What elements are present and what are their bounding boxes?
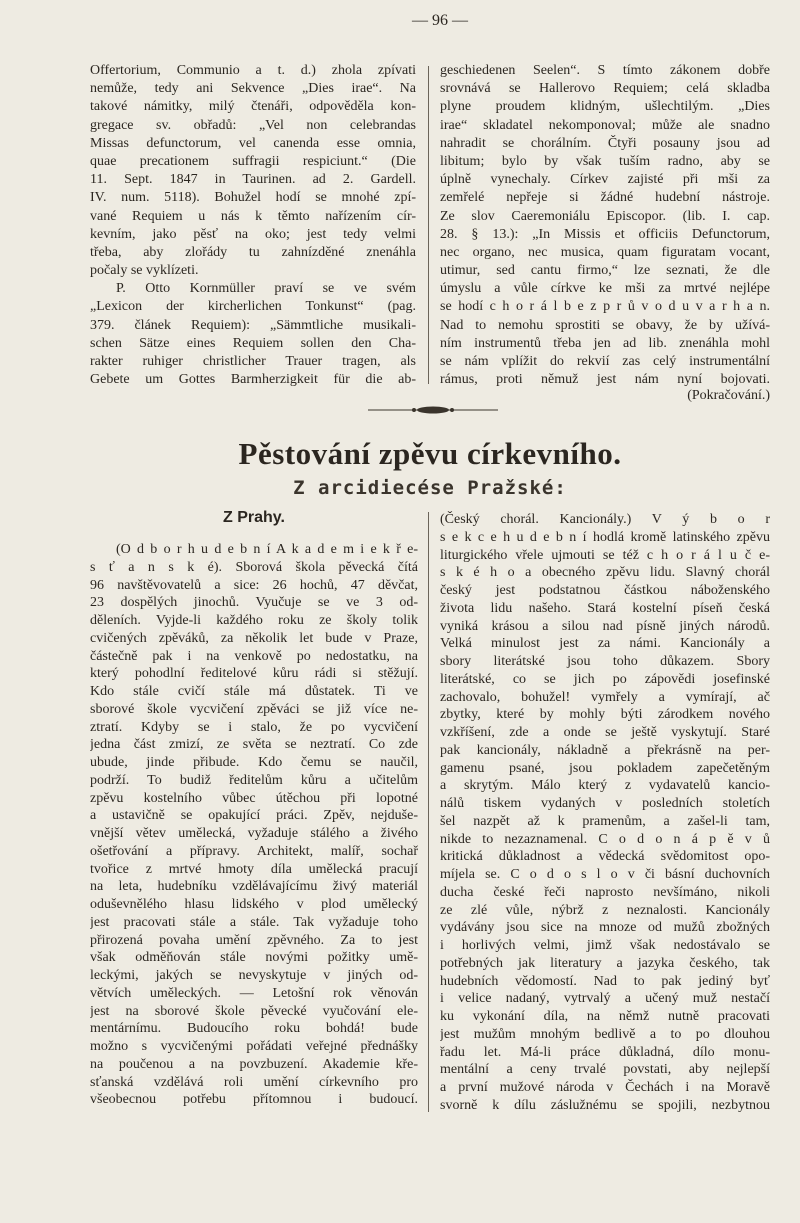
text-line: i horlivých velmi, jimž však nedostávalo se <box>440 938 770 953</box>
text-line: mentárnímu. Budoucího roku bohdá! bude <box>90 1021 418 1037</box>
text-line: s ť a n s k é). Sborová škola pěvecká čítá <box>90 559 418 575</box>
text-line: kevním, jako pěsť na oko; jest tedy velmi <box>90 226 416 242</box>
text-line: zpěvu kostelního vůbec útěchou při lopotné <box>90 790 418 806</box>
text-line: Gebete um Gottes Barmherzigkeit für die ab- <box>90 372 416 388</box>
text-line: nálů tiskem vydaných v posledních stoletích <box>440 796 770 811</box>
text-line: vydávány jsou sice na mnoze od mužů zbožných <box>440 920 770 936</box>
text-line: všeobecnou potřebu přítomnou i budoucí. <box>90 1092 418 1108</box>
text-line: vané Requiem u nás k těmto nařízením cír- <box>90 208 416 224</box>
text-line: cvičených zpěváků, za několik let bude v Praze, <box>90 630 418 646</box>
place-heading: Z Prahy. <box>223 509 285 526</box>
article-headline: Pěstování zpěvu církevního. <box>238 436 622 471</box>
text-line: však odměňován stále novými požitky umě- <box>90 950 418 966</box>
top-right-column <box>440 62 770 389</box>
text-line: zbytky, které by mohly býti zárodkem nového <box>440 707 770 723</box>
text-line: oduševnělého hlasu lidského v plod umělecký <box>90 897 418 912</box>
text-line: P. Otto Kornmüller praví se ve svém <box>116 281 416 297</box>
text-line: na leta, hudebníku vzdělávajícímu živý materiál <box>90 879 418 895</box>
text-line: libitum; bylo by však tuším radno, aby se <box>440 153 770 169</box>
text-line: jedna část zmizí, ze světa se neztratí. Co zde <box>90 737 418 753</box>
text-line: nikde to nezaznamenal. C o d o n á p ě v ů <box>440 831 770 847</box>
text-line: částečně pak i na venkově po nedostatku, na <box>90 648 418 664</box>
text-line: Velká minulost jest za námi. Kancionály a <box>440 636 770 652</box>
text-line: a ustavičně se opakující práci. Zpěv, nejduše- <box>90 808 418 824</box>
text-line: 23 dospělých jinochů. Vyučuje se ve 3 od- <box>90 595 418 611</box>
text-line: Kdo stále cvičí stále má důstatek. Ti ve <box>90 684 418 699</box>
text-line: zachovalo, bohužel! vymřely a vymírají, ač <box>440 689 770 705</box>
text-line: ním instrumentů třeba jen ad lib. znenáhla mohl <box>440 335 770 351</box>
text-line: Offertorium, Communio a t. d.) zhola zpívati <box>90 63 416 78</box>
text-line: svorně k dílu záslužnému se spojili, nezbytnou <box>440 1097 770 1113</box>
text-line: jest na sborové škole pěvecké vyučování ele- <box>90 1003 418 1019</box>
text-line: počaly se vyklízeti. <box>90 263 199 279</box>
text-line: leckými, jakých se nevyskytuje v jiných od- <box>90 968 418 983</box>
text-line: děleních. Vyjde-li každého roku ze školy tolik <box>90 613 418 628</box>
column-divider <box>428 512 429 1112</box>
text-line: kritická důkladnost a vědecká svědomitost opo- <box>440 849 770 865</box>
text-line: pak kancionály, nákladně a překrásně na per- <box>440 742 770 758</box>
text-line: šel nazpět až k pramenům, a zašel-li tam, <box>440 813 770 829</box>
top-left-column <box>90 62 416 389</box>
text-line: a skrytým. Málo který z vydavatelů kancio- <box>440 778 770 794</box>
text-line: a první mužové národa v Čechách i na Moravě <box>440 1080 770 1095</box>
text-line: zemřelé nepřeje si žádné hudební nástroje. <box>440 190 770 206</box>
text-line: utimur, sed cantu firmo,“ lze seznati, že dle <box>440 263 770 279</box>
bottom-right-column <box>440 511 770 1115</box>
text-line: sťanská vzdělává roli umění církevního pro <box>90 1074 418 1090</box>
text-line: jest mužům mnohým bedlivě a to po dlouhou <box>440 1026 770 1042</box>
text-line: který pohodlní ředitelové kůru rádi si stěžují. <box>90 666 418 682</box>
text-line: ubude, jinde přibude. Kdo čemu se naučil, <box>90 755 418 770</box>
text-line: srovnává se Hallerovo Requiem; celá skladba <box>440 81 770 97</box>
text-line: ošetřování a přípravy. Architekt, malíř, sochař <box>90 843 418 859</box>
text-line: irae“ skladatel nekomponoval; může ale snadno <box>440 117 770 133</box>
text-line: nec organo, nec musica, quam figuratam vocant, <box>440 244 770 260</box>
text-line: Ze slov Caeremoniálu Episcopor. (lib. I. cap. <box>440 208 770 224</box>
text-line: přirozená povaha umění zpěvného. Za to jest <box>90 932 418 948</box>
text-line: ku vykonání díla, na němž nutně pracovati <box>440 1009 770 1024</box>
text-line: možno s vycvičenými pořádati veřejné přednášky <box>90 1039 418 1054</box>
page-number: — 96 — <box>412 12 468 29</box>
article-subtitle: Z arcidiecése Pražské: <box>293 477 567 499</box>
text-line: třeba, aby zlořády tu zahnízděné znenáhla <box>90 244 416 260</box>
ornament-divider-icon <box>368 403 498 417</box>
text-line: takové námitky, milý čtenáři, odpověděla kon- <box>90 99 416 115</box>
text-line: (O d b o r h u d e b n í A k a d e m i e k ř e- <box>116 542 418 557</box>
continued-note: (Pokračování.) <box>687 388 770 403</box>
text-line: větvích uměleckých. — Letošní rok věnován <box>90 985 418 1001</box>
text-line: ducha české řeči naprosto nevšímáno, nikoli <box>440 884 770 900</box>
text-line: tvořice z mrtvé hmoty díla umělecká pracují <box>90 861 418 877</box>
text-line: literátské, co se jich po zápovědi josefinské <box>440 671 770 687</box>
text-line: (Český chorál. Kancionály.) V ý b o r <box>440 512 770 527</box>
text-line: český jest podstatnou částkou náboženského <box>440 583 770 598</box>
text-line: na poučenou a na povzbuzení. Akademie kře- <box>90 1056 418 1072</box>
text-line: IV. num. 5118). Bohužel hodí se mnohé zpí- <box>90 190 416 206</box>
text-line: hudebních vědomostí. Nad to pak jediný byť <box>440 973 770 989</box>
text-line: liturgického vřele ujmouti se též c h o r á l u č e- <box>440 547 770 563</box>
text-line: ze zlé vůle, nýbrž z neznalosti. Kancionály <box>440 902 770 918</box>
text-line: rakter ruhiger christlicher Trauer tragen, als <box>90 354 416 369</box>
text-line: úplně vynechaly. Církev zajisté při mši za <box>440 172 770 188</box>
bottom-left-column <box>90 541 418 1109</box>
text-line: vzkříšení, zde a onde se ještě vyskytují. Staré <box>440 725 770 740</box>
text-line: Nad to nemohu sprostiti se obavy, že by užívá- <box>440 317 770 333</box>
text-line: rámus, proti němuž jest nám nyní bojovati. <box>440 372 770 388</box>
text-line: gregace sv. obřadů: „Vel non celebrandas <box>90 117 416 133</box>
text-line: potřebných jak literatury a jazyka českého, tak <box>440 955 770 971</box>
text-line: 28. § 13.): „In Missis et officiis Defunctorum, <box>440 226 770 242</box>
text-line: jest pracovati stále a stále. Tak vyžaduje toho <box>90 914 418 930</box>
text-line: s e k c e h u d e b n í hodlá kromě latinského zpěvu <box>440 529 770 545</box>
text-line: se hodí c h o r á l b e z p r ů v o d u v a r h a n. <box>440 299 770 315</box>
text-line: nemůže, tedy ani Sekvence „Dies irae“. Na <box>90 81 416 97</box>
text-line: schen Sätze eines Requiem sollen den Cha- <box>90 335 416 351</box>
text-line: Missas defunctorum, vel canenda esse omnia, <box>90 135 416 151</box>
text-line: nahradit se chorálním. Čtyři posauny jsou ad <box>440 135 770 151</box>
text-line: i velice nadaný, vytrvalý a učený muž nestačí <box>440 991 770 1007</box>
text-line: ztratí. Kdyby se i stalo, že po vycvičení <box>90 719 418 735</box>
text-line: „Lexicon der kircherlichen Tonkunst“ (pag. <box>90 299 416 315</box>
text-line: míjela se. C o d o s l o v či básní duchovních <box>440 867 770 882</box>
text-line: plyne proudem klidným, ušlechtilým. „Dies <box>440 99 770 115</box>
text-line: quae precationem suffragii respiciunt.“ (Die <box>90 153 416 169</box>
text-line: geschiedenen Seelen“. S tímto zákonem dobře <box>440 63 770 78</box>
text-line: úmyslu a vůle církve ke mši za mrtvé nejlépe <box>440 281 770 297</box>
text-line: života lidu našeho. Stará kostelní píseň česká <box>440 600 770 616</box>
text-line: gamenu psané, jsou pokladem zapečetěným <box>440 760 770 776</box>
text-line: se nám vplížit do rekvií zas celý instrumentální <box>440 354 770 369</box>
text-line: 96 navštěvovatelů a sice: 26 hochů, 47 děvčat, <box>90 577 418 593</box>
text-line: s k é h o a obecného zpěvu lidu. Slavný chorál <box>440 565 770 581</box>
text-line: mentální a ceny trvalé povstati, aby nejlepší <box>440 1062 770 1078</box>
text-line: vnější větev umělecká, vyžaduje stálého a živého <box>90 826 418 841</box>
text-line: podrží. To budiž ředitelům kůru a učitelům <box>90 772 418 788</box>
text-line: 11. Sept. 1847 in Taurinen. ad 2. Gardell. <box>90 172 416 188</box>
text-line: sbory literátské jsou toho důkazem. Sbory <box>440 654 770 669</box>
column-divider <box>428 66 429 384</box>
text-line: sborové škole vycvičení zpěváci se již více ne- <box>90 701 418 717</box>
text-line: vyniká krásou a silou nad písně jiných národů. <box>440 618 770 634</box>
text-line: řadu let. Má-li práce důkladná, dílo monu- <box>440 1044 770 1060</box>
text-line: 379. článek Requiem): „Sämmtliche musikali- <box>90 317 416 333</box>
